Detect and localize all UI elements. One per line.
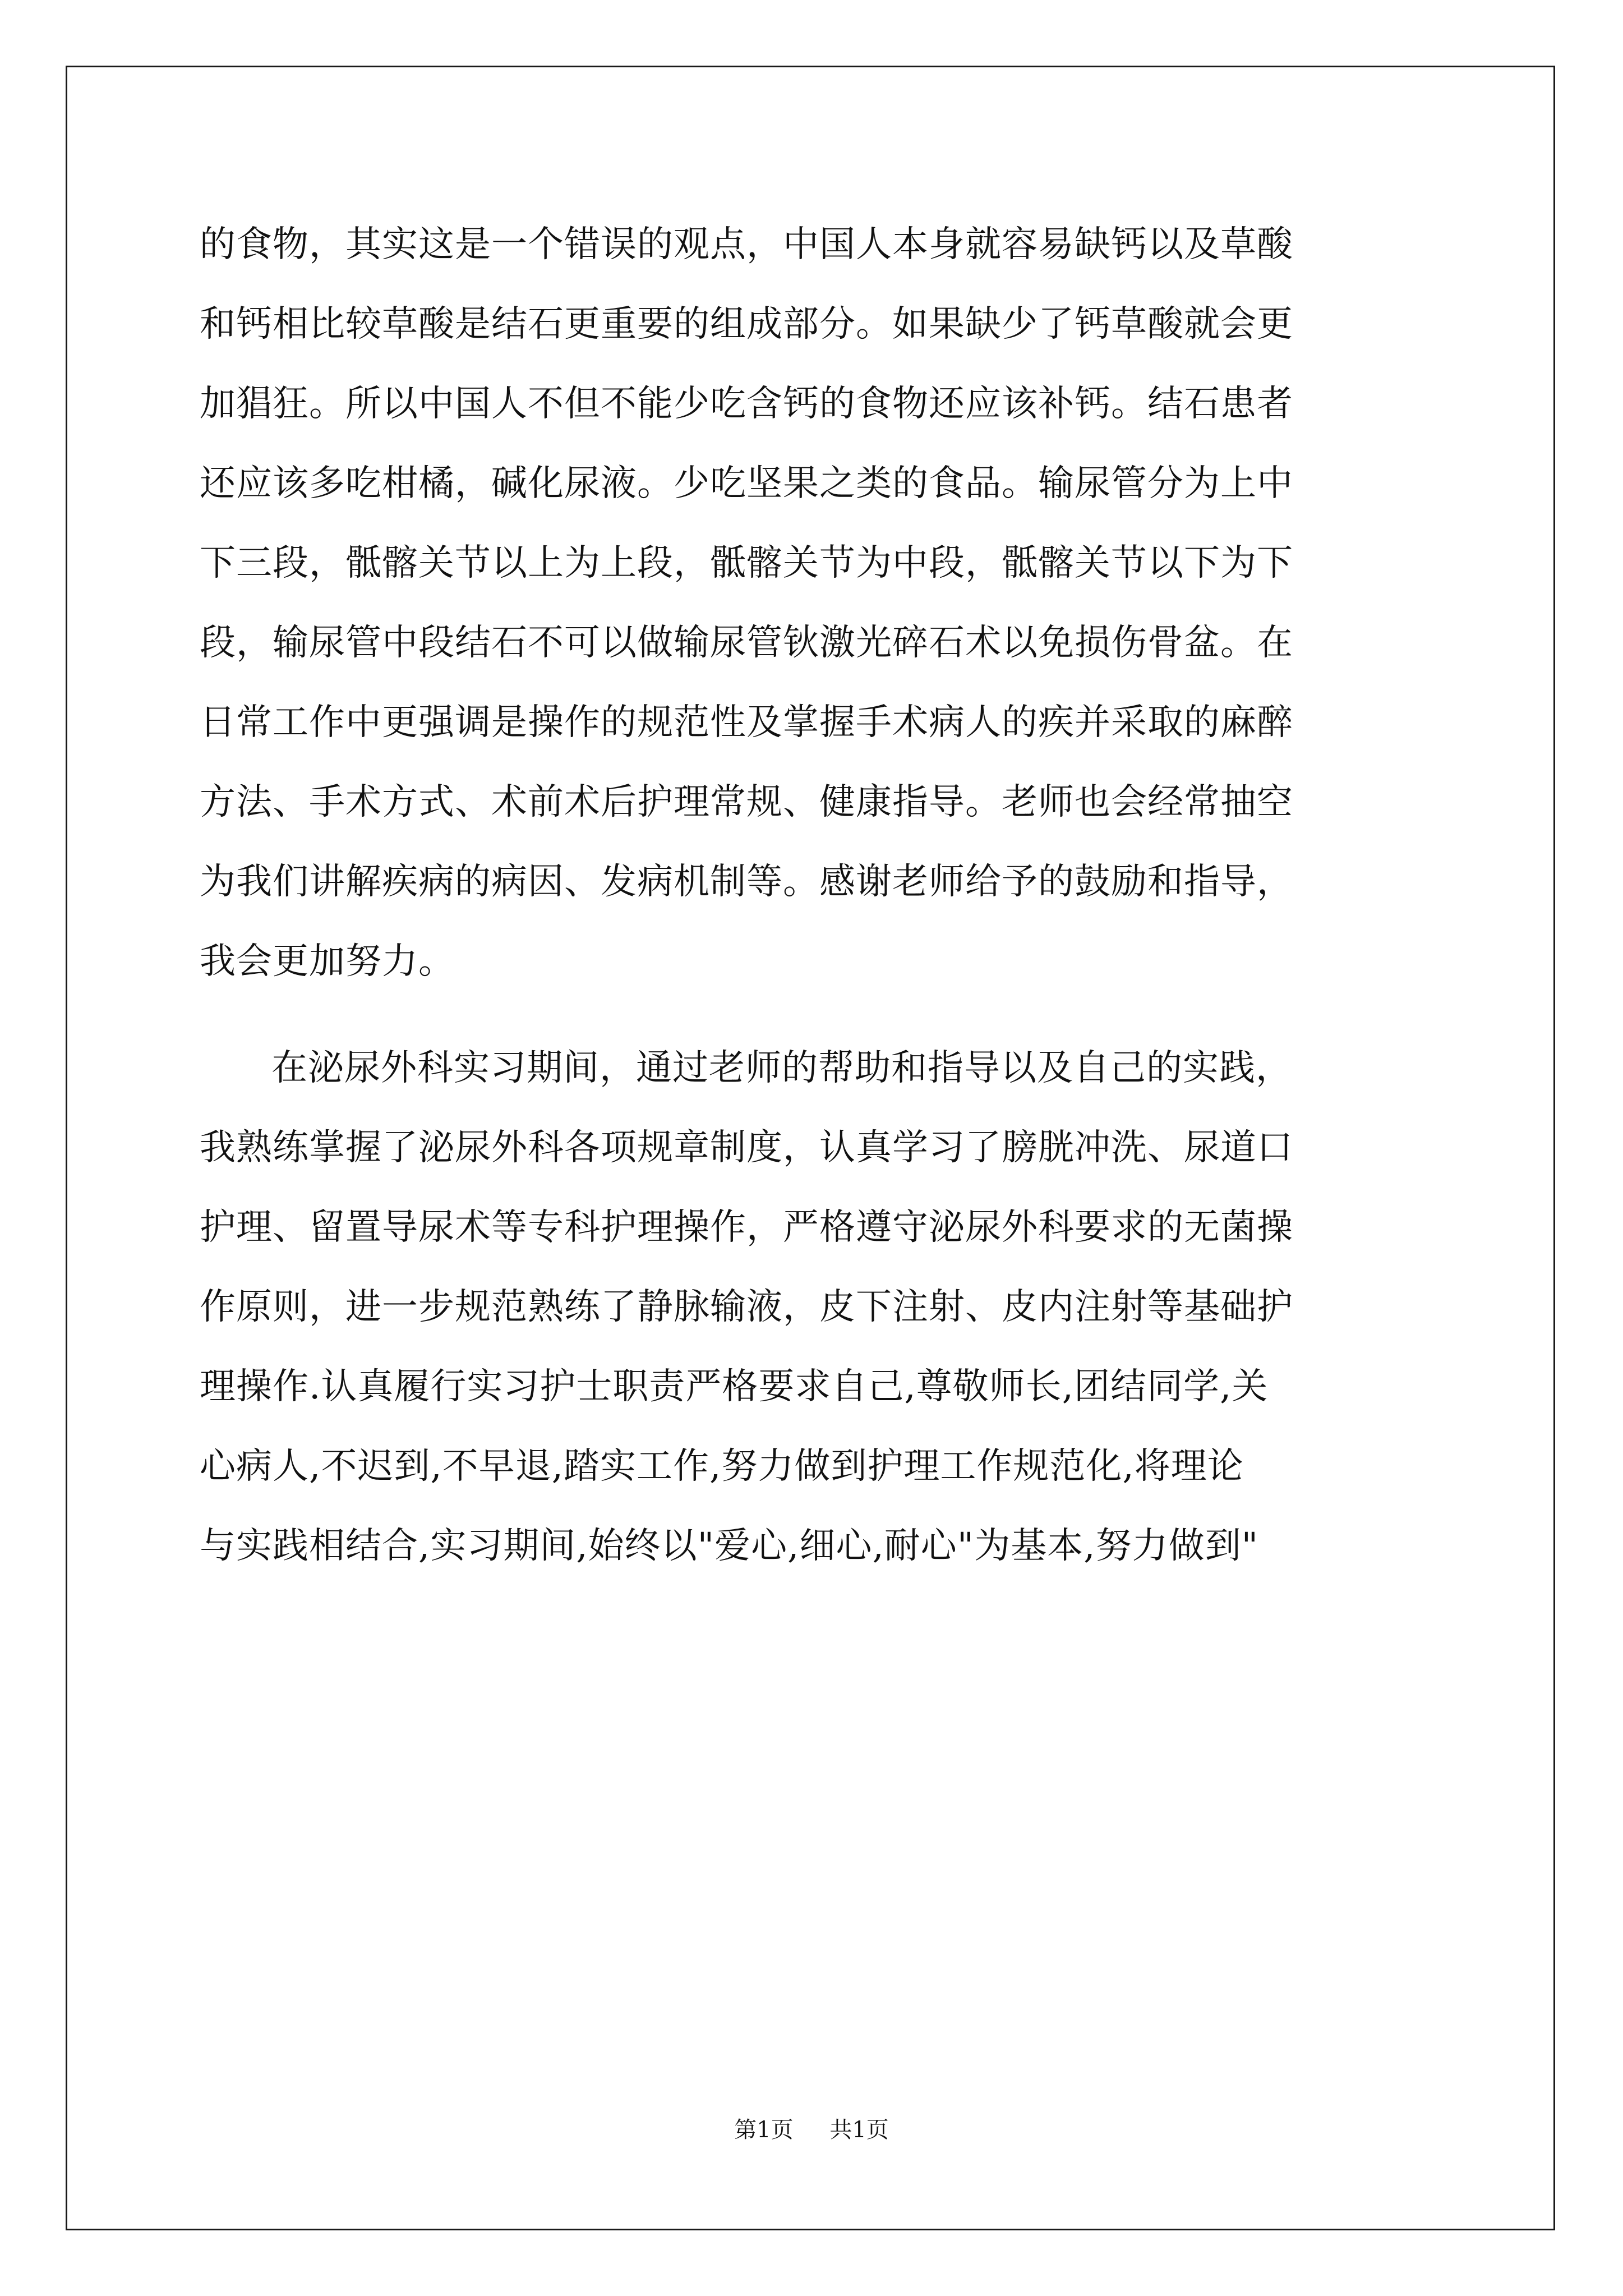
text-line: 加猖狂。所以中国人不但不能少吃含钙的食物还应该补钙。结石患者: [200, 383, 1293, 425]
paragraph-1: [200, 205, 1433, 1001]
paragraph-gap: [200, 1001, 1433, 1028]
text-line: 护理、留置导尿术等专科护理操作，严格遵守泌尿外科要求的无菌操: [200, 1207, 1293, 1248]
text-line: 的食物，其实这是一个错误的观点，中国人本身就容易缺钙以及草酸: [200, 224, 1293, 265]
paragraph-2: [200, 1028, 1433, 1586]
text-line: 作原则，进一步规范熟练了静脉输液，皮下注射、皮内注射等基础护: [200, 1286, 1293, 1328]
text-line: 理操作.认真履行实习护士职责严格要求自己,尊敬师长,团结同学,关: [200, 1366, 1269, 1407]
text-line: 下三段，骶髂关节以上为上段，骶髂关节为中段，骶髂关节以下为下: [200, 542, 1293, 584]
text-line: 方法、手术方式、术前术后护理常规、健康指导。老师也会经常抽空: [200, 781, 1293, 823]
text-line: 和钙相比较草酸是结石更重要的组成部分。如果缺少了钙草酸就会更: [200, 303, 1293, 345]
text-line: 我会更加努力。: [200, 941, 455, 982]
page-total: 共1页: [829, 2117, 889, 2143]
text-line: 日常工作中更强调是操作的规范性及掌握手术病人的疾并采取的麻醉: [200, 702, 1293, 743]
text-line: 为我们讲解疾病的病因、发病机制等。感谢老师给予的鼓励和指导，: [200, 861, 1293, 903]
text-line: 还应该多吃柑橘，碱化尿液。少吃坚果之类的食品。输尿管分为上中: [200, 463, 1293, 504]
page-footer: [0, 2112, 1623, 2144]
text-line: 与实践相结合,实习期间,始终以"爱心,细心,耐心"为基本,努力做到": [200, 1525, 1259, 1567]
text-line: 在泌尿外科实习期间，通过老师的帮助和指导以及自己的实践，: [271, 1047, 1292, 1089]
text-line: 心病人,不迟到,不早退,踏实工作,努力做到护理工作规范化,将理论: [200, 1446, 1244, 1487]
text-line: 我熟练掌握了泌尿外科各项规章制度，认真学习了膀胱冲洗、尿道口: [200, 1127, 1293, 1168]
page-number: 第1页: [734, 2117, 794, 2143]
text-line: 段，输尿管中段结石不可以做输尿管钬激光碎石术以免损伤骨盆。在: [200, 622, 1293, 664]
document-body: [200, 205, 1433, 1586]
